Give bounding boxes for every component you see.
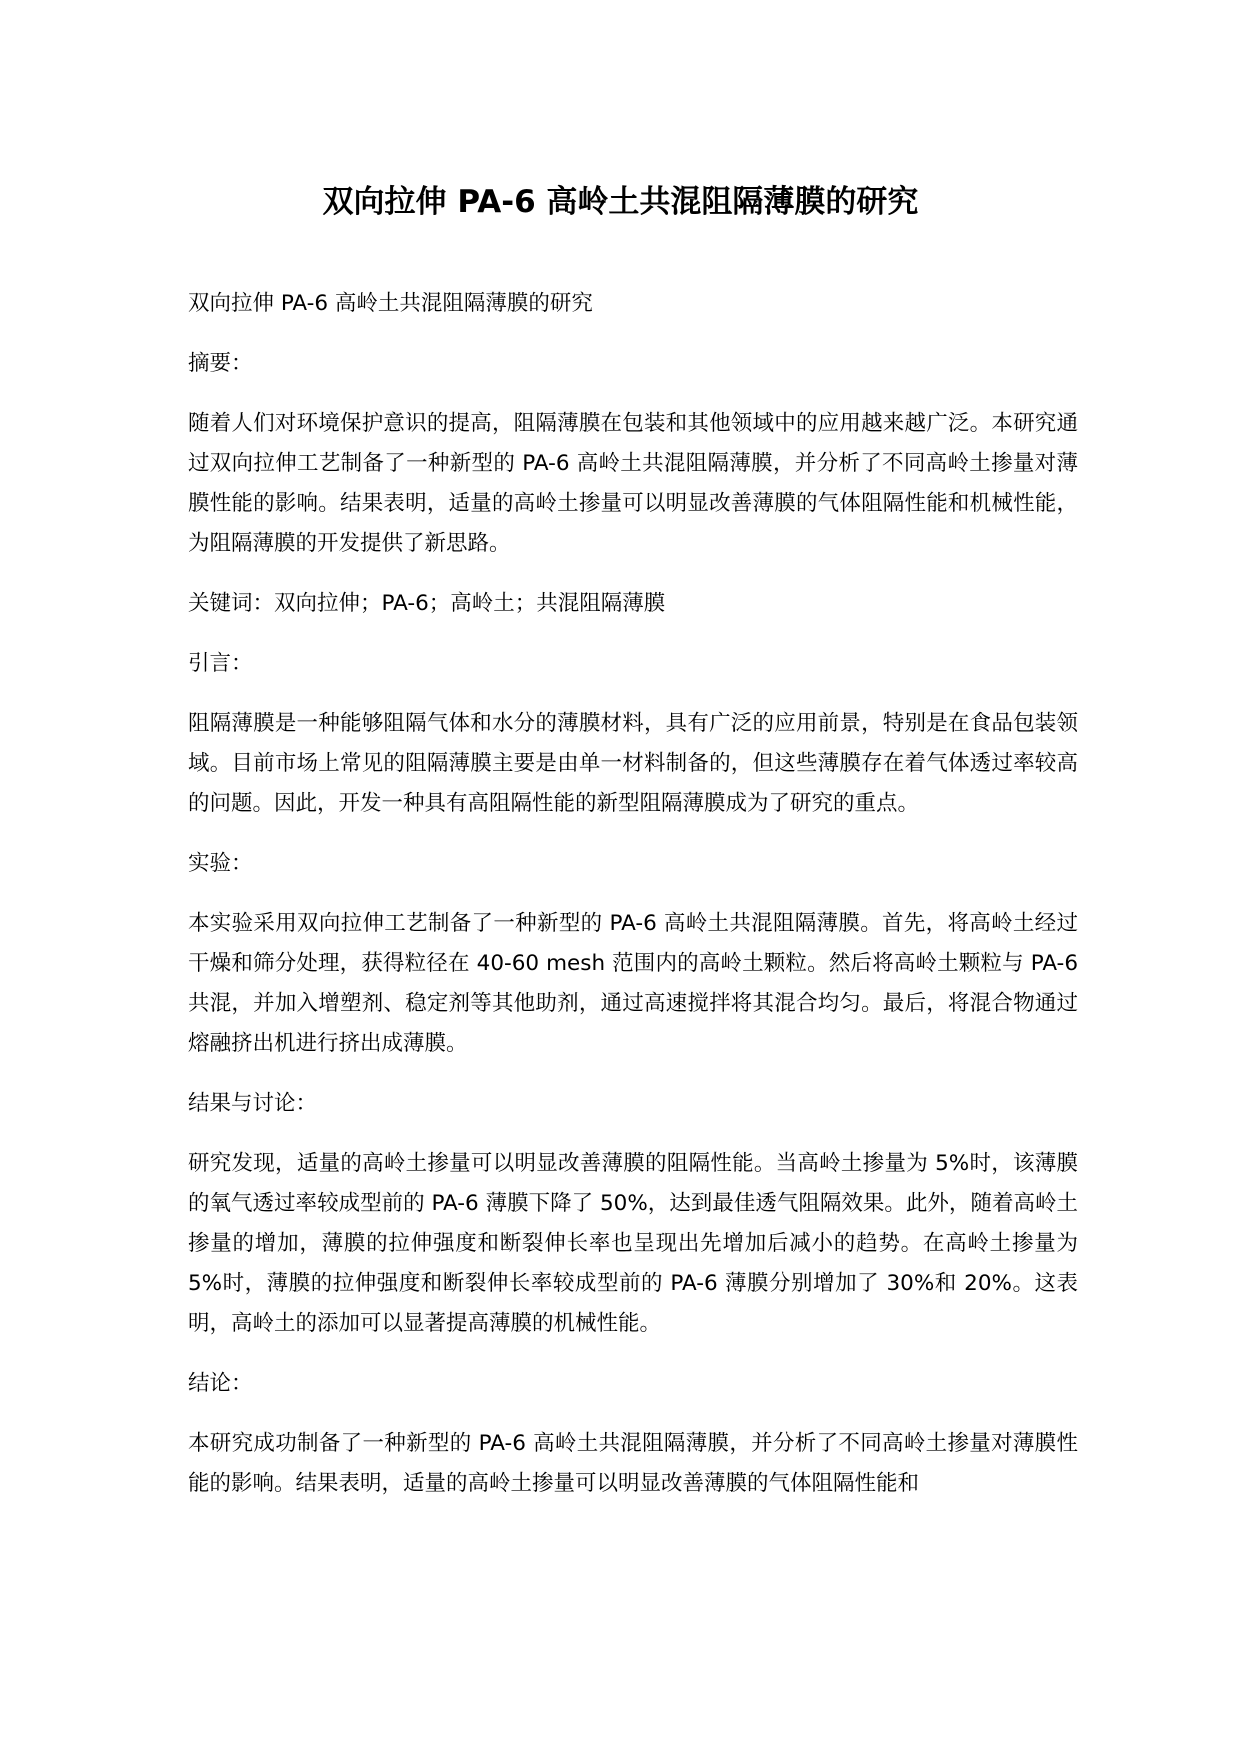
document-body — [188, 284, 1078, 1524]
results-heading: 结果与讨论： — [188, 1091, 318, 1116]
conclusion-heading: 结论： — [188, 1371, 253, 1396]
intro-heading: 引言： — [188, 651, 253, 676]
document-title: 双向拉伸 PA-6 高岭土共混阻隔薄膜的研究 — [322, 184, 919, 220]
results-paragraph: 研究发现，适量的高岭土掺量可以明显改善薄膜的阻隔性能。当高岭土掺量为 5%时，该薄膜的氧气透过率较成型前的 PA-6 薄膜下降了 50%，达到最佳透气阻隔效果。此外，随着高岭土掺量的增加，薄膜的拉伸强度和断裂伸长率也呈现出先增加后减小的趋势。在高岭土掺量为 5%时，薄膜的拉伸强度和断裂伸长率较成型前的 PA-6 薄膜分别增加了 30%和 20%。这表明，高岭土的添加可以显著提高薄膜的机械性能。 — [188, 1151, 1078, 1336]
experiment-heading: 实验： — [188, 851, 253, 876]
subtitle: 双向拉伸 PA-6 高岭土共混阻隔薄膜的研究 — [188, 291, 593, 316]
intro-paragraph: 阻隔薄膜是一种能够阻隔气体和水分的薄膜材料，具有广泛的应用前景，特别是在食品包装领域。目前市场上常见的阻隔薄膜主要是由单一材料制备的，但这些薄膜存在着气体透过率较高的问题。因此，开发一种具有高阻隔性能的新型阻隔薄膜成为了研究的重点。 — [188, 711, 1078, 816]
conclusion-paragraph: 本研究成功制备了一种新型的 PA-6 高岭土共混阻隔薄膜，并分析了不同高岭土掺量对薄膜性能的影响。结果表明，适量的高岭土掺量可以明显改善薄膜的气体阻隔性能和 — [188, 1431, 1078, 1496]
abstract-heading: 摘要： — [188, 351, 253, 376]
keywords-line: 关键词：双向拉伸；PA-6；高岭土；共混阻隔薄膜 — [188, 591, 666, 616]
experiment-paragraph: 本实验采用双向拉伸工艺制备了一种新型的 PA-6 高岭土共混阻隔薄膜。首先，将高岭土经过干燥和筛分处理，获得粒径在 40-60 mesh 范围内的高岭土颗粒。然后将高岭土颗粒与 PA-6 共混，并加入增塑剂、稳定剂等其他助剂，通过高速搅拌将其混合均匀。最后，将混合物通过熔融挤出机进行挤出成薄膜。 — [188, 911, 1078, 1056]
abstract-paragraph: 随着人们对环境保护意识的提高，阻隔薄膜在包装和其他领域中的应用越来越广泛。本研究通过双向拉伸工艺制备了一种新型的 PA-6 高岭土共混阻隔薄膜，并分析了不同高岭土掺量对薄膜性能的影响。结果表明，适量的高岭土掺量可以明显改善薄膜的气体阻隔性能和机械性能，为阻隔薄膜的开发提供了新思路。 — [188, 411, 1078, 556]
